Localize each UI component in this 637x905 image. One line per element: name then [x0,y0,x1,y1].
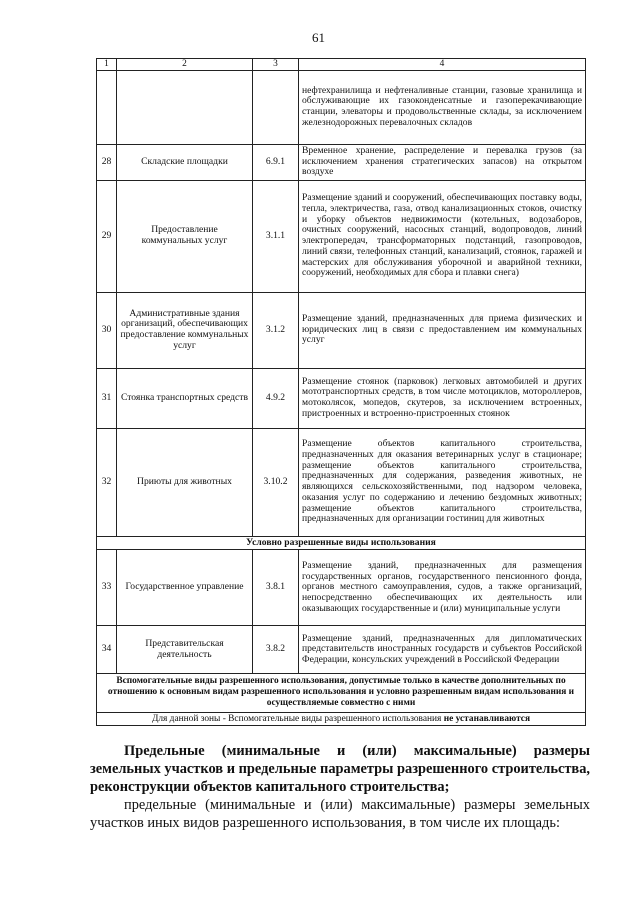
auxiliary-section-title: Вспомогательные виды разрешенного использования, допустимые только в качестве дополнительных по отношению к основным видам разрешенного использования и условно разрешенным видам использования и осуществляемые совместно с ними [97,674,586,712]
table-row [97,180,586,292]
section-title-row [97,536,586,550]
auxiliary-note [97,712,586,726]
use-name: Стоянка транспортных средств [117,368,253,428]
row-number: 31 [97,368,117,428]
use-code: 3.8.1 [253,550,299,626]
body-paragraph-text: предельные (минимальные и (или) максимальные) размеры земельных участков иных видов разрешенного использования, в том числе их площадь: [90,797,590,831]
auxiliary-note-bold: не устанавливаются [443,713,531,724]
use-code: 3.10.2 [253,428,299,536]
auxiliary-note-row [97,712,586,726]
use-description: Временное хранение, распределение и перевалка грузов (за исключением хранения стратегических запасов) на открытом воздухе [299,144,586,180]
auxiliary-note-prefix: Для данной зоны - Вспомогательные виды разрешенного использования [151,713,444,724]
section-heading-text: Предельные (минимальные и (или) максимальные) размеры земельных участков и предельные параметры разрешенного строительства, реконструкции объектов капитального строительства; [90,743,590,795]
use-description: нефтехранилища и нефтеналивные станции, газовые хранилища и обслуживающие их газоконденсатные и газоперекачивающие станции, элеваторы и продовольственные склады, за исключением железнодорожных перевалочных складов [299,70,586,144]
use-code: 6.9.1 [253,144,299,180]
row-number: 32 [97,428,117,536]
use-description: Размещение зданий, предназначенных для дипломатических представительств иностранных государств и субъектов Российской Федерации, консульских учреждений в Российской Федерации [299,626,586,674]
table-row [97,550,586,626]
table-row [97,292,586,368]
use-description: Размещение объектов капитального строительства, предназначенных для оказания ветеринарных услуг в стационаре; размещение объектов капитального строительства, предназначенных для содержания, разведения животных, не являющихся сельскохозяйственными, под надзором человека, оказания услуг по содержанию и лечению бездомных животных; размещение объектов капитального строительства, предназначенных для организации гостиниц для животных [299,428,586,536]
table-row [97,144,586,180]
use-code: 3.8.2 [253,626,299,674]
use-code: 3.1.2 [253,292,299,368]
table-header-row [97,59,586,71]
header-cell: 3 [253,59,299,71]
page-number: 61 [312,30,325,45]
use-name: Складские площадки [117,144,253,180]
row-number: 28 [97,144,117,180]
row-number: 30 [97,292,117,368]
land-use-table [96,58,586,726]
table-row [97,70,586,144]
table-row [97,368,586,428]
use-description: Размещение стоянок (парковок) легковых автомобилей и других мототранспортных средств, в том числе мотоциклов, мотороллеров, мотоколясок, мопедов, скутеров, за исключением встроенных, пристроенных и встроенно-пристроенных стоянок [299,368,586,428]
use-name: Предоставление коммунальных услуг [117,180,253,292]
section-heading [90,742,590,796]
table-row [97,626,586,674]
use-description: Размещение зданий, предназначенных для приема физических и юридических лиц в связи с предоставлением им коммунальных услуг [299,292,586,368]
use-description: Размещение зданий и сооружений, обеспечивающих поставку воды, тепла, электричества, газа, отвод канализационных стоков, очистку и уборку объектов недвижимости (котельных, водозаборов, очистных сооружений, насосных станций, водопроводов, линий электропередач, трансформаторных подстанций, газопроводов, линий связи, телефонных станций, канализаций, стоянок, гаражей и мастерских для обслуживания уборочной и аварийной техники, сооружений, необходимых для сбора и плавки снега) [299,180,586,292]
use-name: Административные здания организаций, обеспечивающих предоставление коммунальных услуг [117,292,253,368]
conditional-section-title: Условно разрешенные виды использования [97,536,586,550]
row-number: 29 [97,180,117,292]
use-name: Представительская деятельность [117,626,253,674]
row-number: 34 [97,626,117,674]
use-name: Приюты для животных [117,428,253,536]
table-row [97,428,586,536]
header-cell: 2 [117,59,253,71]
header-cell: 4 [299,59,586,71]
body-paragraph [90,796,590,832]
use-description: Размещение зданий, предназначенных для размещения государственных органов, государственного пенсионного фонда, органов местного самоуправления, судов, а также организаций, непосредственно обеспечивающих их деятельность или оказывающих государственные и (или) муниципальные услуги [299,550,586,626]
row-number [97,70,117,144]
use-code: 4.9.2 [253,368,299,428]
use-name: Государственное управление [117,550,253,626]
row-number: 33 [97,550,117,626]
use-code [253,70,299,144]
use-name [117,70,253,144]
header-cell: 1 [97,59,117,71]
auxiliary-title-row [97,674,586,712]
use-code: 3.1.1 [253,180,299,292]
